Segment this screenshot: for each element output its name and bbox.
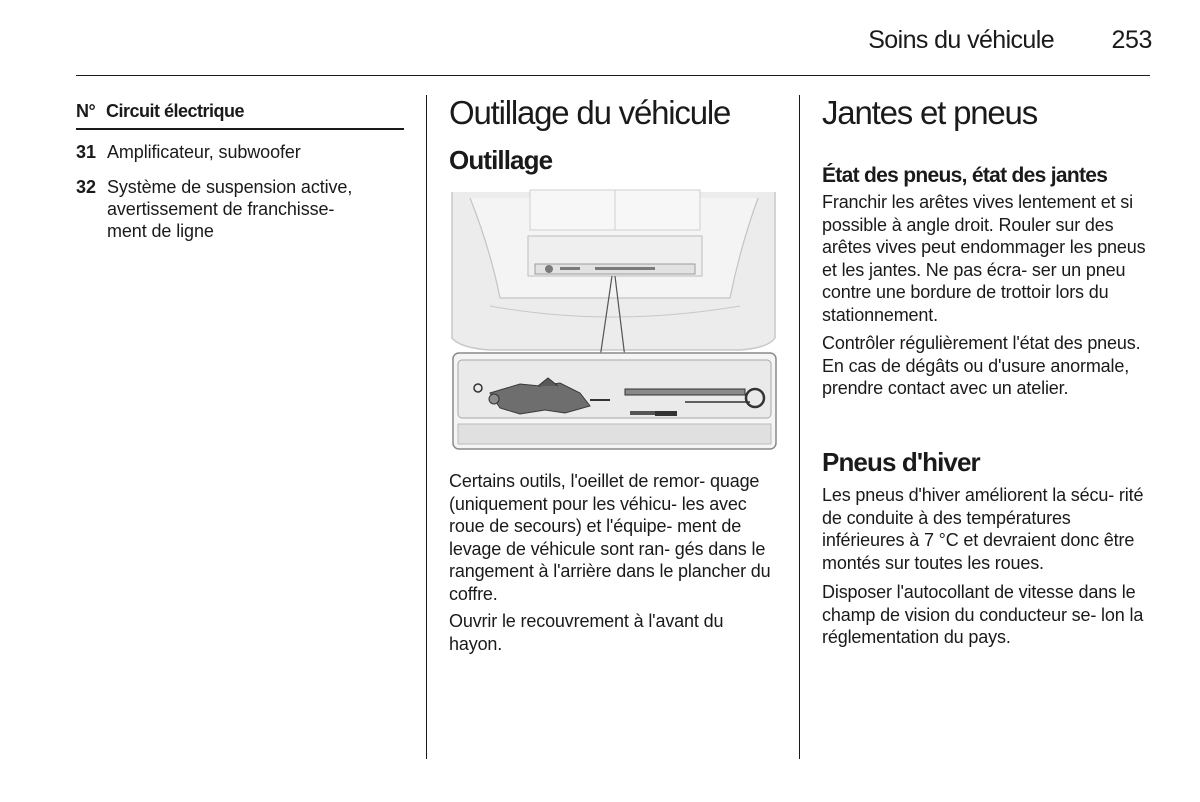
tools-subtitle: Outillage bbox=[449, 145, 553, 175]
table-header bbox=[76, 101, 404, 130]
tires-title: Jantes et pneus bbox=[822, 94, 1037, 131]
table-col-num: N° bbox=[76, 101, 96, 121]
row-number: 32 bbox=[76, 177, 97, 197]
winter-tires-paragraph-2: Disposer l'autocollant de vitesse dans le champ de vision du conducteur se- lon la réglementation du pays. bbox=[822, 582, 1144, 648]
winter-tires-paragraph-1: Les pneus d'hiver améliorent la sécu- rité de conduite à des températures inférieures à 7 °C et devraient donc être montés sur toutes les roues. bbox=[822, 485, 1144, 573]
tools-title: Outillage du véhicule bbox=[449, 94, 731, 131]
row-number: 31 bbox=[76, 142, 97, 162]
column-divider-right bbox=[799, 95, 800, 759]
winter-tires-heading: Pneus d'hiver bbox=[822, 447, 980, 477]
page-number: 253 bbox=[1111, 26, 1152, 54]
column-divider-left bbox=[426, 95, 427, 759]
page-header-title: Soins du véhicule bbox=[868, 26, 1054, 54]
header-rule bbox=[76, 75, 1150, 76]
table-row bbox=[76, 176, 404, 242]
tire-condition-paragraph-2: Contrôler régulièrement l'état des pneus. En cas de dégâts ou d'usure anormale, prendre contact avec un atelier. bbox=[822, 333, 1141, 399]
table-row bbox=[76, 141, 404, 163]
row-text: Système de suspension active, avertissement de franchisse- ment de ligne bbox=[107, 177, 353, 241]
table-col-label: Circuit électrique bbox=[106, 101, 245, 121]
tire-condition-paragraph-1: Franchir les arêtes vives lentement et si possible à angle droit. Rouler sur des arêtes vives peut endommager les pneus et les jantes. Ne pas écra- ser un pneu contre une bordure de trottoir lors du stationnement. bbox=[822, 192, 1146, 325]
tire-condition-heading: État des pneus, état des jantes bbox=[822, 164, 1108, 187]
tools-paragraph-1: Certains outils, l'oeillet de remor- quage (uniquement pour les véhicu- les avec roue de secours) et l'équipe- ment de levage de véhicule sont ran- gés dans le rangement à l'arrière dans le plancher du coffre. bbox=[449, 471, 771, 604]
tools-paragraph-2: Ouvrir le recouvrement à l'avant du hayon. bbox=[449, 611, 724, 654]
trunk-tools-illustration bbox=[450, 188, 777, 452]
row-text: Amplificateur, subwoofer bbox=[107, 142, 301, 162]
